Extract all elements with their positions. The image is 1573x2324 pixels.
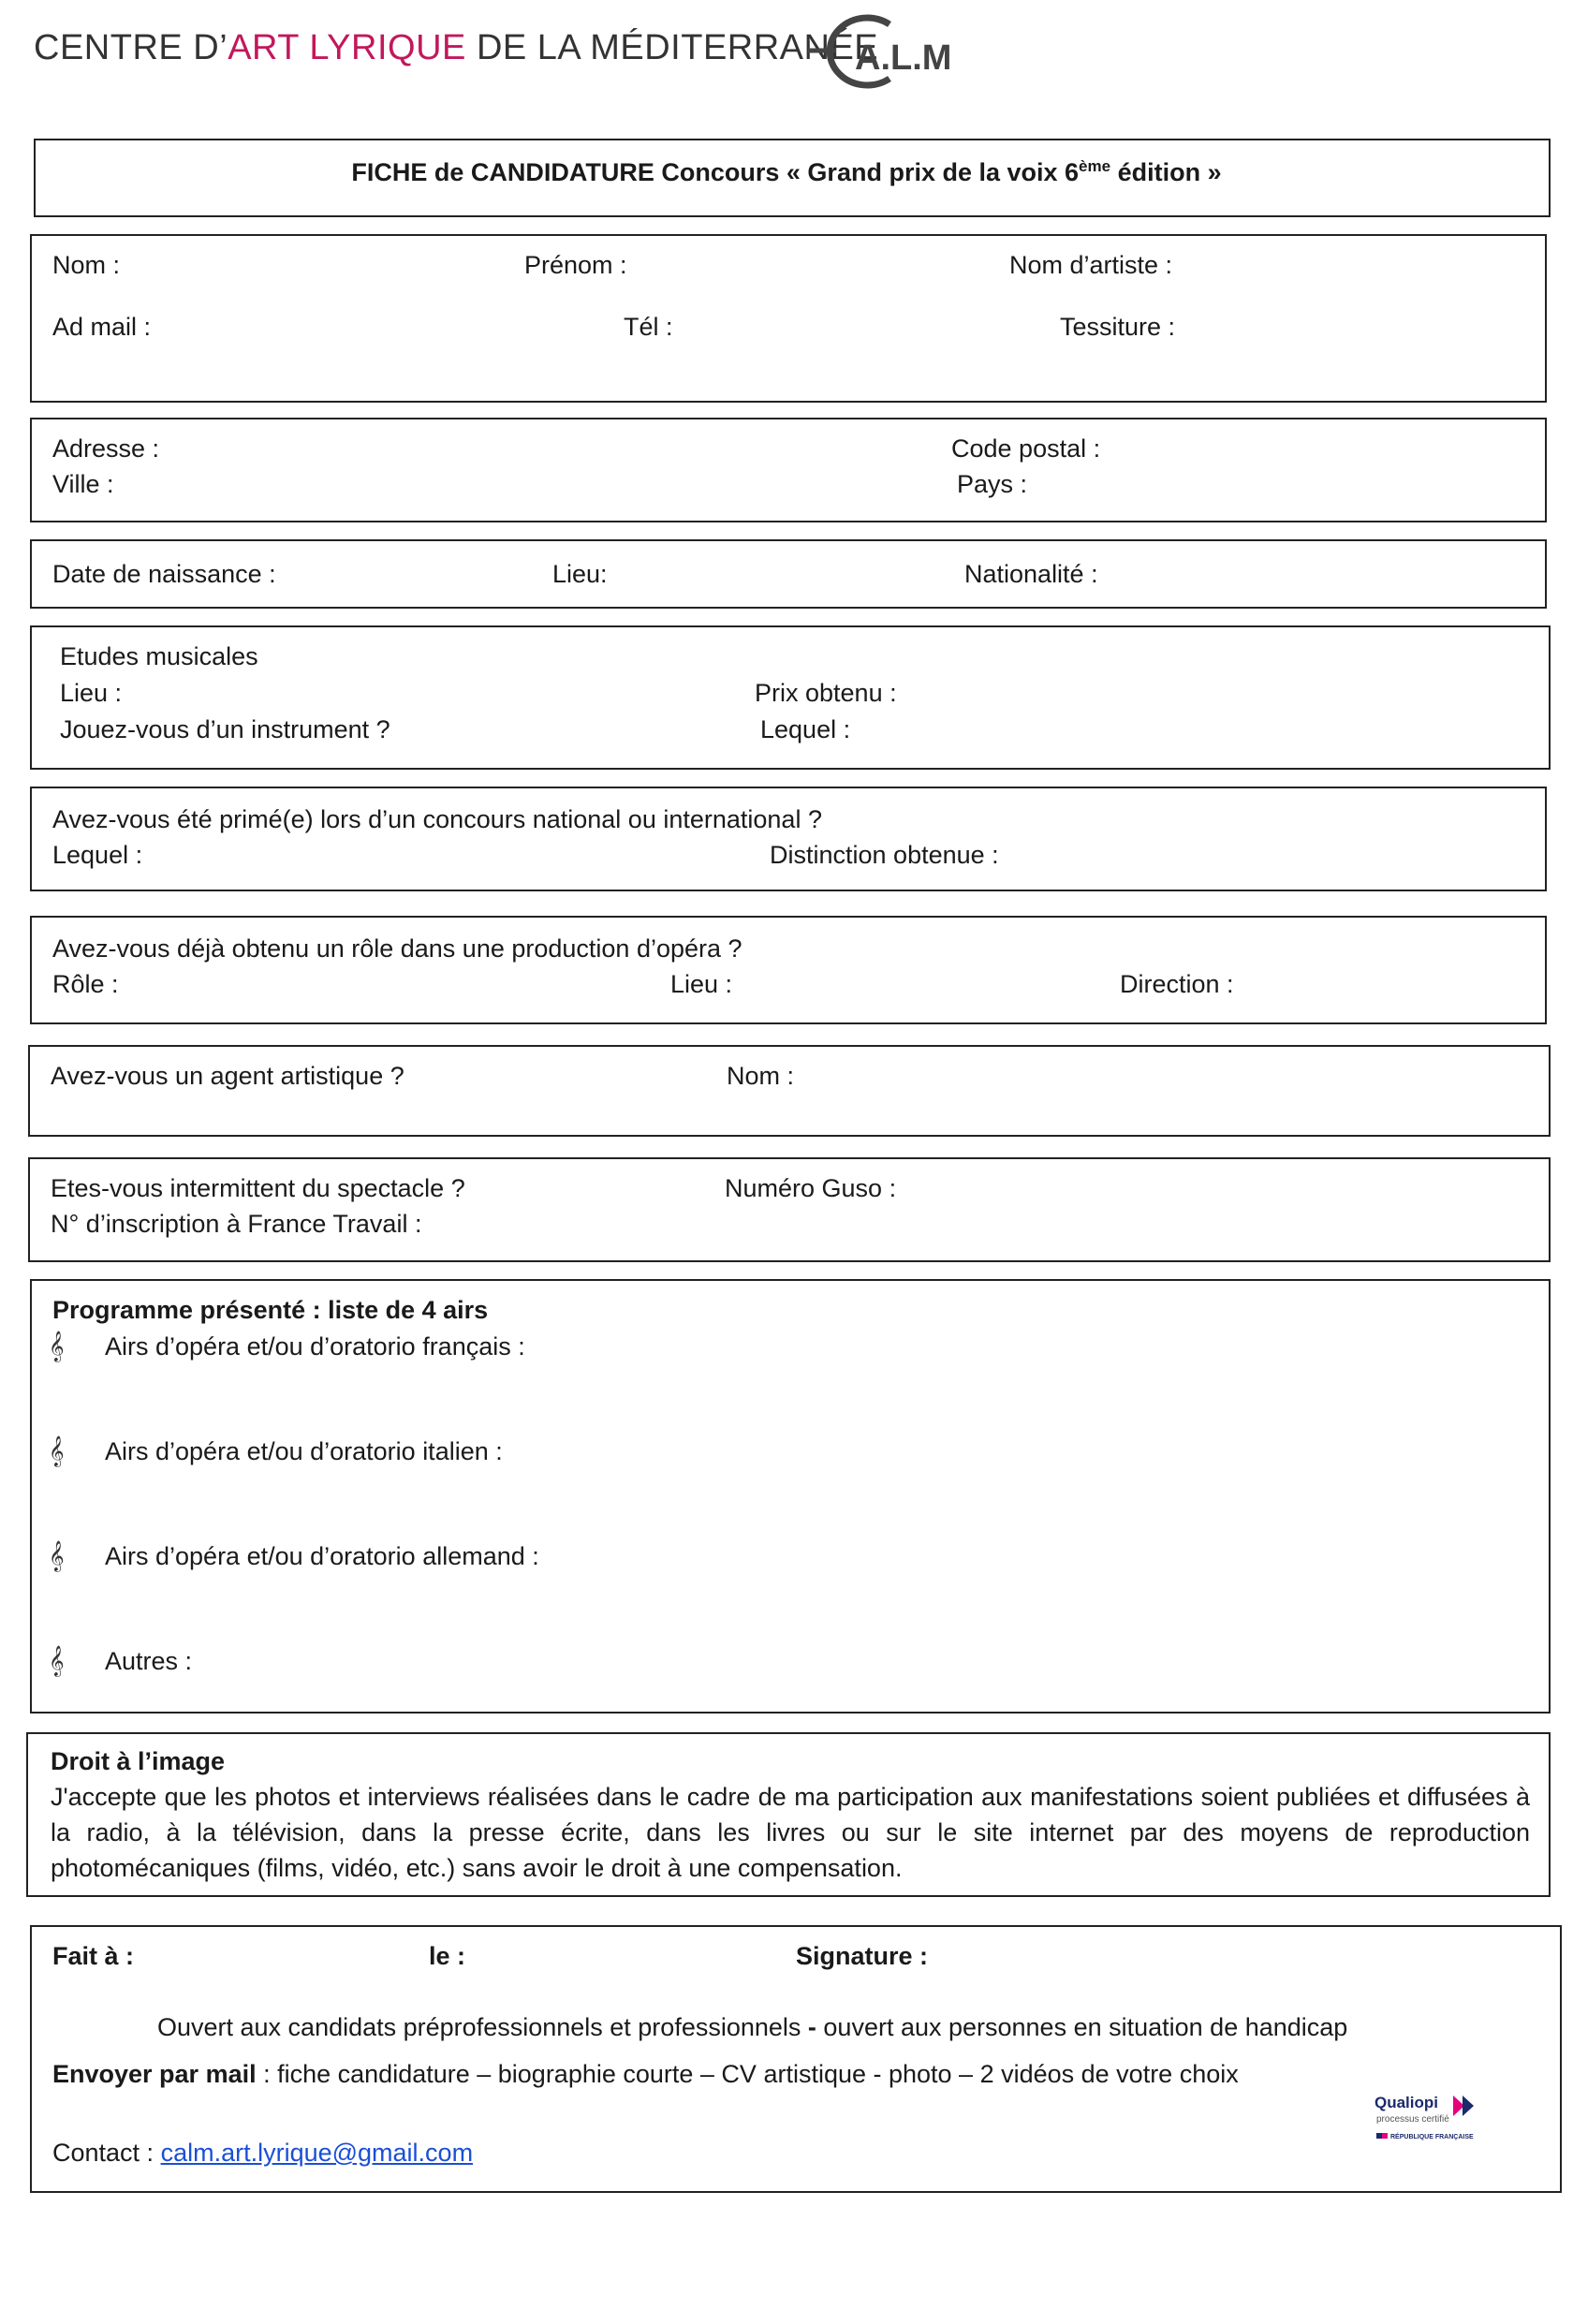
open-notice-dash: -: [807, 2013, 816, 2041]
open-notice-part1: Ouvert aux candidats préprofessionnels et professionnels: [157, 2013, 808, 2041]
qualiopi-arrows-icon: [1453, 2096, 1481, 2116]
distinction-label: Distinction obtenue :: [770, 841, 999, 869]
qualiopi-rf: [1376, 2133, 1474, 2140]
send-instructions: [52, 2058, 1239, 2090]
nationalite-label: Nationalité :: [964, 560, 1098, 588]
treble-clef-icon: 𝄞: [49, 1541, 65, 1570]
fait-a-label: Fait à :: [52, 1942, 135, 1970]
send-text: : fiche candidature – biographie courte – CV artistique - photo – 2 vidéos de votre choix: [256, 2060, 1239, 2088]
lieu-naissance-label: Lieu:: [552, 560, 608, 588]
treble-clef-icon: 𝄞: [49, 1436, 65, 1465]
org-name-part3: DE LA MÉDITERRANÉE: [465, 28, 879, 67]
programme-item-italian: Airs d’opéra et/ou d’oratorio italien :: [105, 1437, 503, 1465]
nom-label: Nom :: [52, 251, 121, 279]
treble-clef-icon: 𝄞: [49, 1331, 65, 1361]
guso-label: Numéro Guso :: [725, 1174, 897, 1202]
tessiture-label: Tessiture :: [1060, 313, 1176, 341]
send-label: Envoyer par mail: [52, 2060, 257, 2088]
form-title: [0, 157, 1573, 187]
title-main: FICHE de CANDIDATURE Concours « Grand prix de la voix 6: [351, 158, 1080, 186]
programme-item-french: Airs d’opéra et/ou d’oratorio français :: [105, 1332, 525, 1361]
qualiopi-name: Qualiopi: [1375, 2094, 1438, 2111]
code-postal-label: Code postal :: [951, 434, 1101, 463]
nom-artiste-label: Nom d’artiste :: [1009, 251, 1173, 279]
programme-heading: Programme présenté : liste de 4 airs: [52, 1296, 489, 1324]
france-travail-label: N° d’inscription à France Travail :: [51, 1210, 422, 1238]
instrument-label: Jouez-vous d’un instrument ?: [60, 715, 390, 743]
organization-name: [34, 28, 878, 68]
opera-question: Avez-vous déjà obtenu un rôle dans une production d’opéra ?: [52, 934, 742, 963]
open-notice-part2: ouvert aux personnes en situation de handicap: [816, 2013, 1348, 2041]
role-label: Rôle :: [52, 970, 119, 998]
programme-item-german: Airs d’opéra et/ou d’oratorio allemand :: [105, 1542, 539, 1570]
instrument-lequel-label: Lequel :: [760, 715, 851, 743]
studies-heading: Etudes musicales: [60, 642, 258, 670]
calm-logo: [801, 13, 988, 90]
date-label: le :: [429, 1942, 466, 1970]
email-label: Ad mail :: [52, 313, 152, 341]
title-end: édition »: [1110, 158, 1222, 186]
signature-label: Signature :: [796, 1942, 929, 1970]
qualiopi-subtitle: processus certifié: [1376, 2114, 1449, 2125]
agent-nom-label: Nom :: [727, 1062, 795, 1090]
contact-line: [52, 2137, 473, 2169]
treble-clef-icon: 𝄞: [49, 1646, 65, 1675]
agent-question: Avez-vous un agent artistique ?: [51, 1062, 404, 1090]
image-rights-heading: Droit à l’image: [51, 1747, 226, 1775]
pays-label: Pays :: [957, 470, 1028, 498]
qualiopi-logo: [1375, 2094, 1487, 2150]
programme-item-other: Autres :: [105, 1647, 193, 1675]
open-notice: [157, 2011, 1347, 2043]
contact-email-link[interactable]: calm.art.lyrique@gmail.com: [160, 2139, 474, 2167]
ville-label: Ville :: [52, 470, 114, 498]
competition-lequel-label: Lequel :: [52, 841, 143, 869]
title-sup: ème: [1079, 157, 1111, 175]
direction-label: Direction :: [1120, 970, 1234, 998]
intermittent-question: Etes-vous intermittent du spectacle ?: [51, 1174, 465, 1202]
studies-lieu-label: Lieu :: [60, 679, 123, 707]
org-name-highlight: ART LYRIQUE: [228, 28, 466, 67]
identity-section: [30, 234, 1547, 403]
prenom-label: Prénom :: [524, 251, 627, 279]
adresse-label: Adresse :: [52, 434, 160, 463]
date-naissance-label: Date de naissance :: [52, 560, 276, 588]
prix-label: Prix obtenu :: [755, 679, 897, 707]
opera-lieu-label: Lieu :: [670, 970, 733, 998]
address-section: [30, 418, 1547, 522]
competition-question: Avez-vous été primé(e) lors d’un concours national ou international ?: [52, 805, 822, 833]
tel-label: Tél :: [624, 313, 673, 341]
logo-text: A.L.M: [855, 38, 952, 78]
qualiopi-rf-text: RÉPUBLIQUE FRANÇAISE: [1390, 2134, 1474, 2140]
contact-label: Contact :: [52, 2139, 161, 2167]
org-name-part1: CENTRE D’: [34, 28, 228, 67]
image-rights-text: J'accepte que les photos et interviews réalisées dans le cadre de ma participation aux manifestations soient publiées et diffusées à la radio, à la télévision, dans la presse écrite, dans les livres ou sur le site internet par des moyens de reproduction photomécaniques (films, vidéo, etc.) sans avoir le droit à une compensation.: [51, 1783, 1530, 1882]
